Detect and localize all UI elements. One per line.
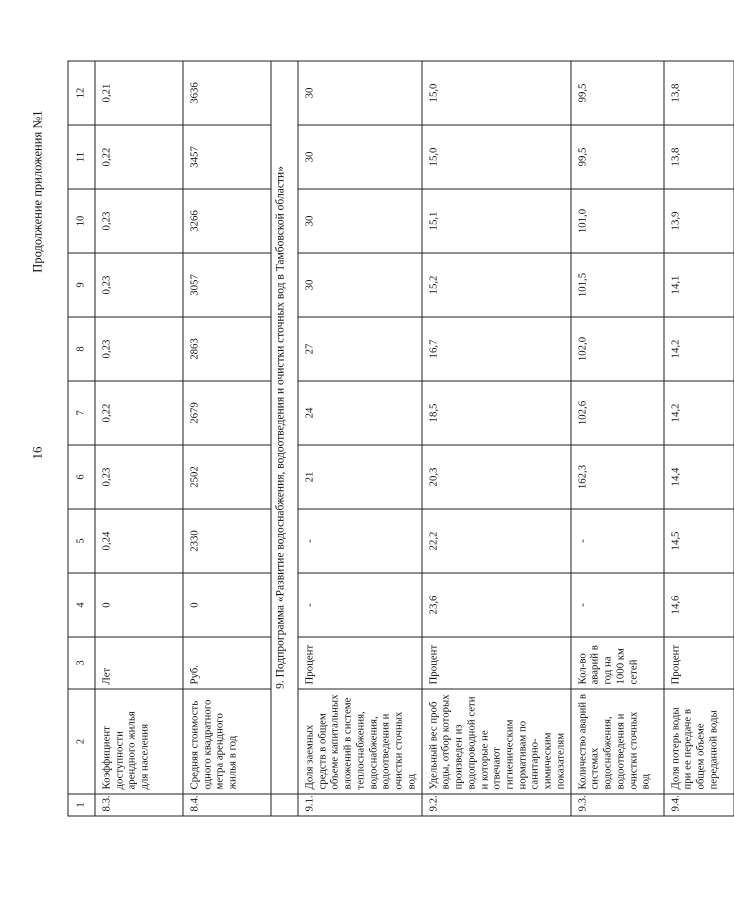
row-value: 101,0 bbox=[570, 189, 663, 253]
row-unit: Руб. bbox=[183, 637, 271, 689]
row-value: 30 bbox=[298, 61, 422, 125]
indicators-table bbox=[67, 60, 734, 816]
row-value: 0 bbox=[95, 573, 183, 637]
row-value: 30 bbox=[298, 189, 422, 253]
row-value: 13,8 bbox=[663, 61, 733, 125]
row-value: 2863 bbox=[183, 317, 271, 381]
row-value: 99,5 bbox=[570, 61, 663, 125]
row-name: Коэффициент доступности арендного жилья для населения bbox=[95, 689, 183, 794]
row-value: - bbox=[570, 573, 663, 637]
row-value: 3266 bbox=[183, 189, 271, 253]
row-value: 30 bbox=[298, 125, 422, 189]
header-cell: 7 bbox=[68, 381, 95, 445]
page-number: 16 bbox=[29, 446, 44, 459]
header-cell: 4 bbox=[68, 573, 95, 637]
row-value: 2679 bbox=[183, 381, 271, 445]
row-value: 24 bbox=[298, 381, 422, 445]
row-value: - bbox=[298, 509, 422, 573]
row-name: Доля потерь воды при ее передаче в общем объеме переданной воды bbox=[663, 689, 733, 794]
row-value: 0,23 bbox=[95, 317, 183, 381]
row-value: 15,0 bbox=[421, 61, 570, 125]
row-value: 18,5 bbox=[421, 381, 570, 445]
row-value: 0,23 bbox=[95, 253, 183, 317]
row-value: 0,22 bbox=[95, 125, 183, 189]
row-value: 2502 bbox=[183, 445, 271, 509]
row-value: 3057 bbox=[183, 253, 271, 317]
appendix-label: Продолжение приложения №1 bbox=[30, 110, 44, 273]
row-value: - bbox=[298, 573, 422, 637]
row-value: 14,6 bbox=[663, 573, 733, 637]
row-value: 14,4 bbox=[663, 445, 733, 509]
table-row bbox=[421, 61, 570, 816]
header-cell: 1 bbox=[68, 794, 95, 816]
row-value: 14,2 bbox=[663, 381, 733, 445]
row-value: 3636 bbox=[183, 61, 271, 125]
row-value: 3457 bbox=[183, 125, 271, 189]
row-number: 9.3. bbox=[570, 794, 663, 816]
section-row bbox=[271, 61, 298, 816]
table-row bbox=[95, 61, 183, 816]
row-value: 14,2 bbox=[663, 317, 733, 381]
row-unit: Процент bbox=[421, 637, 570, 689]
header-cell: 3 bbox=[68, 637, 95, 689]
row-name: Количество аварий в системах водоснабжения, водоотведения и очистки сточных вод bbox=[570, 689, 663, 794]
header-cell: 10 bbox=[68, 189, 95, 253]
row-value: 15,1 bbox=[421, 189, 570, 253]
row-value: 20,3 bbox=[421, 445, 570, 509]
row-value: - bbox=[570, 509, 663, 573]
row-value: 21 bbox=[298, 445, 422, 509]
header-cell: 5 bbox=[68, 509, 95, 573]
row-value: 0,22 bbox=[95, 381, 183, 445]
row-value: 0,23 bbox=[95, 189, 183, 253]
row-name: Доля заемных средств в общем объеме капитальных вложений в системе теплоснабжения, водоснабжения, водоотведения и очистки сточных вод bbox=[298, 689, 422, 794]
row-value: 0,21 bbox=[95, 61, 183, 125]
row-value: 13,9 bbox=[663, 189, 733, 253]
row-value: 15,0 bbox=[421, 125, 570, 189]
row-number: 9.2. bbox=[421, 794, 570, 816]
row-value: 14,1 bbox=[663, 253, 733, 317]
header-cell: 11 bbox=[68, 125, 95, 189]
row-value: 0,23 bbox=[95, 445, 183, 509]
header-cell: 2 bbox=[68, 689, 95, 794]
row-value: 16,7 bbox=[421, 317, 570, 381]
row-value: 14,5 bbox=[663, 509, 733, 573]
row-number: 8.3. bbox=[95, 794, 183, 816]
table-row bbox=[663, 61, 733, 816]
row-unit: Кол-во аварий в год на 1000 км сетей bbox=[570, 637, 663, 689]
section-spacer bbox=[271, 794, 298, 816]
row-value: 102,6 bbox=[570, 381, 663, 445]
row-value: 30 bbox=[298, 253, 422, 317]
table-row bbox=[183, 61, 271, 816]
row-value: 13,8 bbox=[663, 125, 733, 189]
row-value: 0,24 bbox=[95, 509, 183, 573]
row-number: 8.4. bbox=[183, 794, 271, 816]
row-name: Удельный вес проб воды, отбор которых произведен из водопроводной сети и которые не отвечают гигиеническим нормативам по санитарно-химическим показателям bbox=[421, 689, 570, 794]
row-value: 22,2 bbox=[421, 509, 570, 573]
header-cell: 9 bbox=[68, 253, 95, 317]
row-value: 23,6 bbox=[421, 573, 570, 637]
row-value: 0 bbox=[183, 573, 271, 637]
row-number: 9.1. bbox=[298, 794, 422, 816]
row-name: Средняя стоимость одного квадратного метра арендного жилья в год bbox=[183, 689, 271, 794]
row-value: 162,3 bbox=[570, 445, 663, 509]
table-row bbox=[298, 61, 422, 816]
row-value: 2330 bbox=[183, 509, 271, 573]
header-row bbox=[68, 61, 95, 816]
header-cell: 6 bbox=[68, 445, 95, 509]
row-number: 9.4. bbox=[663, 794, 733, 816]
row-unit: Процент bbox=[663, 637, 733, 689]
row-value: 101,5 bbox=[570, 253, 663, 317]
table-row bbox=[570, 61, 663, 816]
header-cell: 8 bbox=[68, 317, 95, 381]
row-value: 15,2 bbox=[421, 253, 570, 317]
row-value: 27 bbox=[298, 317, 422, 381]
row-value: 102,0 bbox=[570, 317, 663, 381]
section-title: 9. Подпрограмма «Развитие водоснабжения, водоотведения и очистки сточных вод в Тамбовской области» bbox=[271, 61, 298, 794]
row-unit: Лет bbox=[95, 637, 183, 689]
header-cell: 12 bbox=[68, 61, 95, 125]
row-value: 99,5 bbox=[570, 125, 663, 189]
row-unit: Процент bbox=[298, 637, 422, 689]
